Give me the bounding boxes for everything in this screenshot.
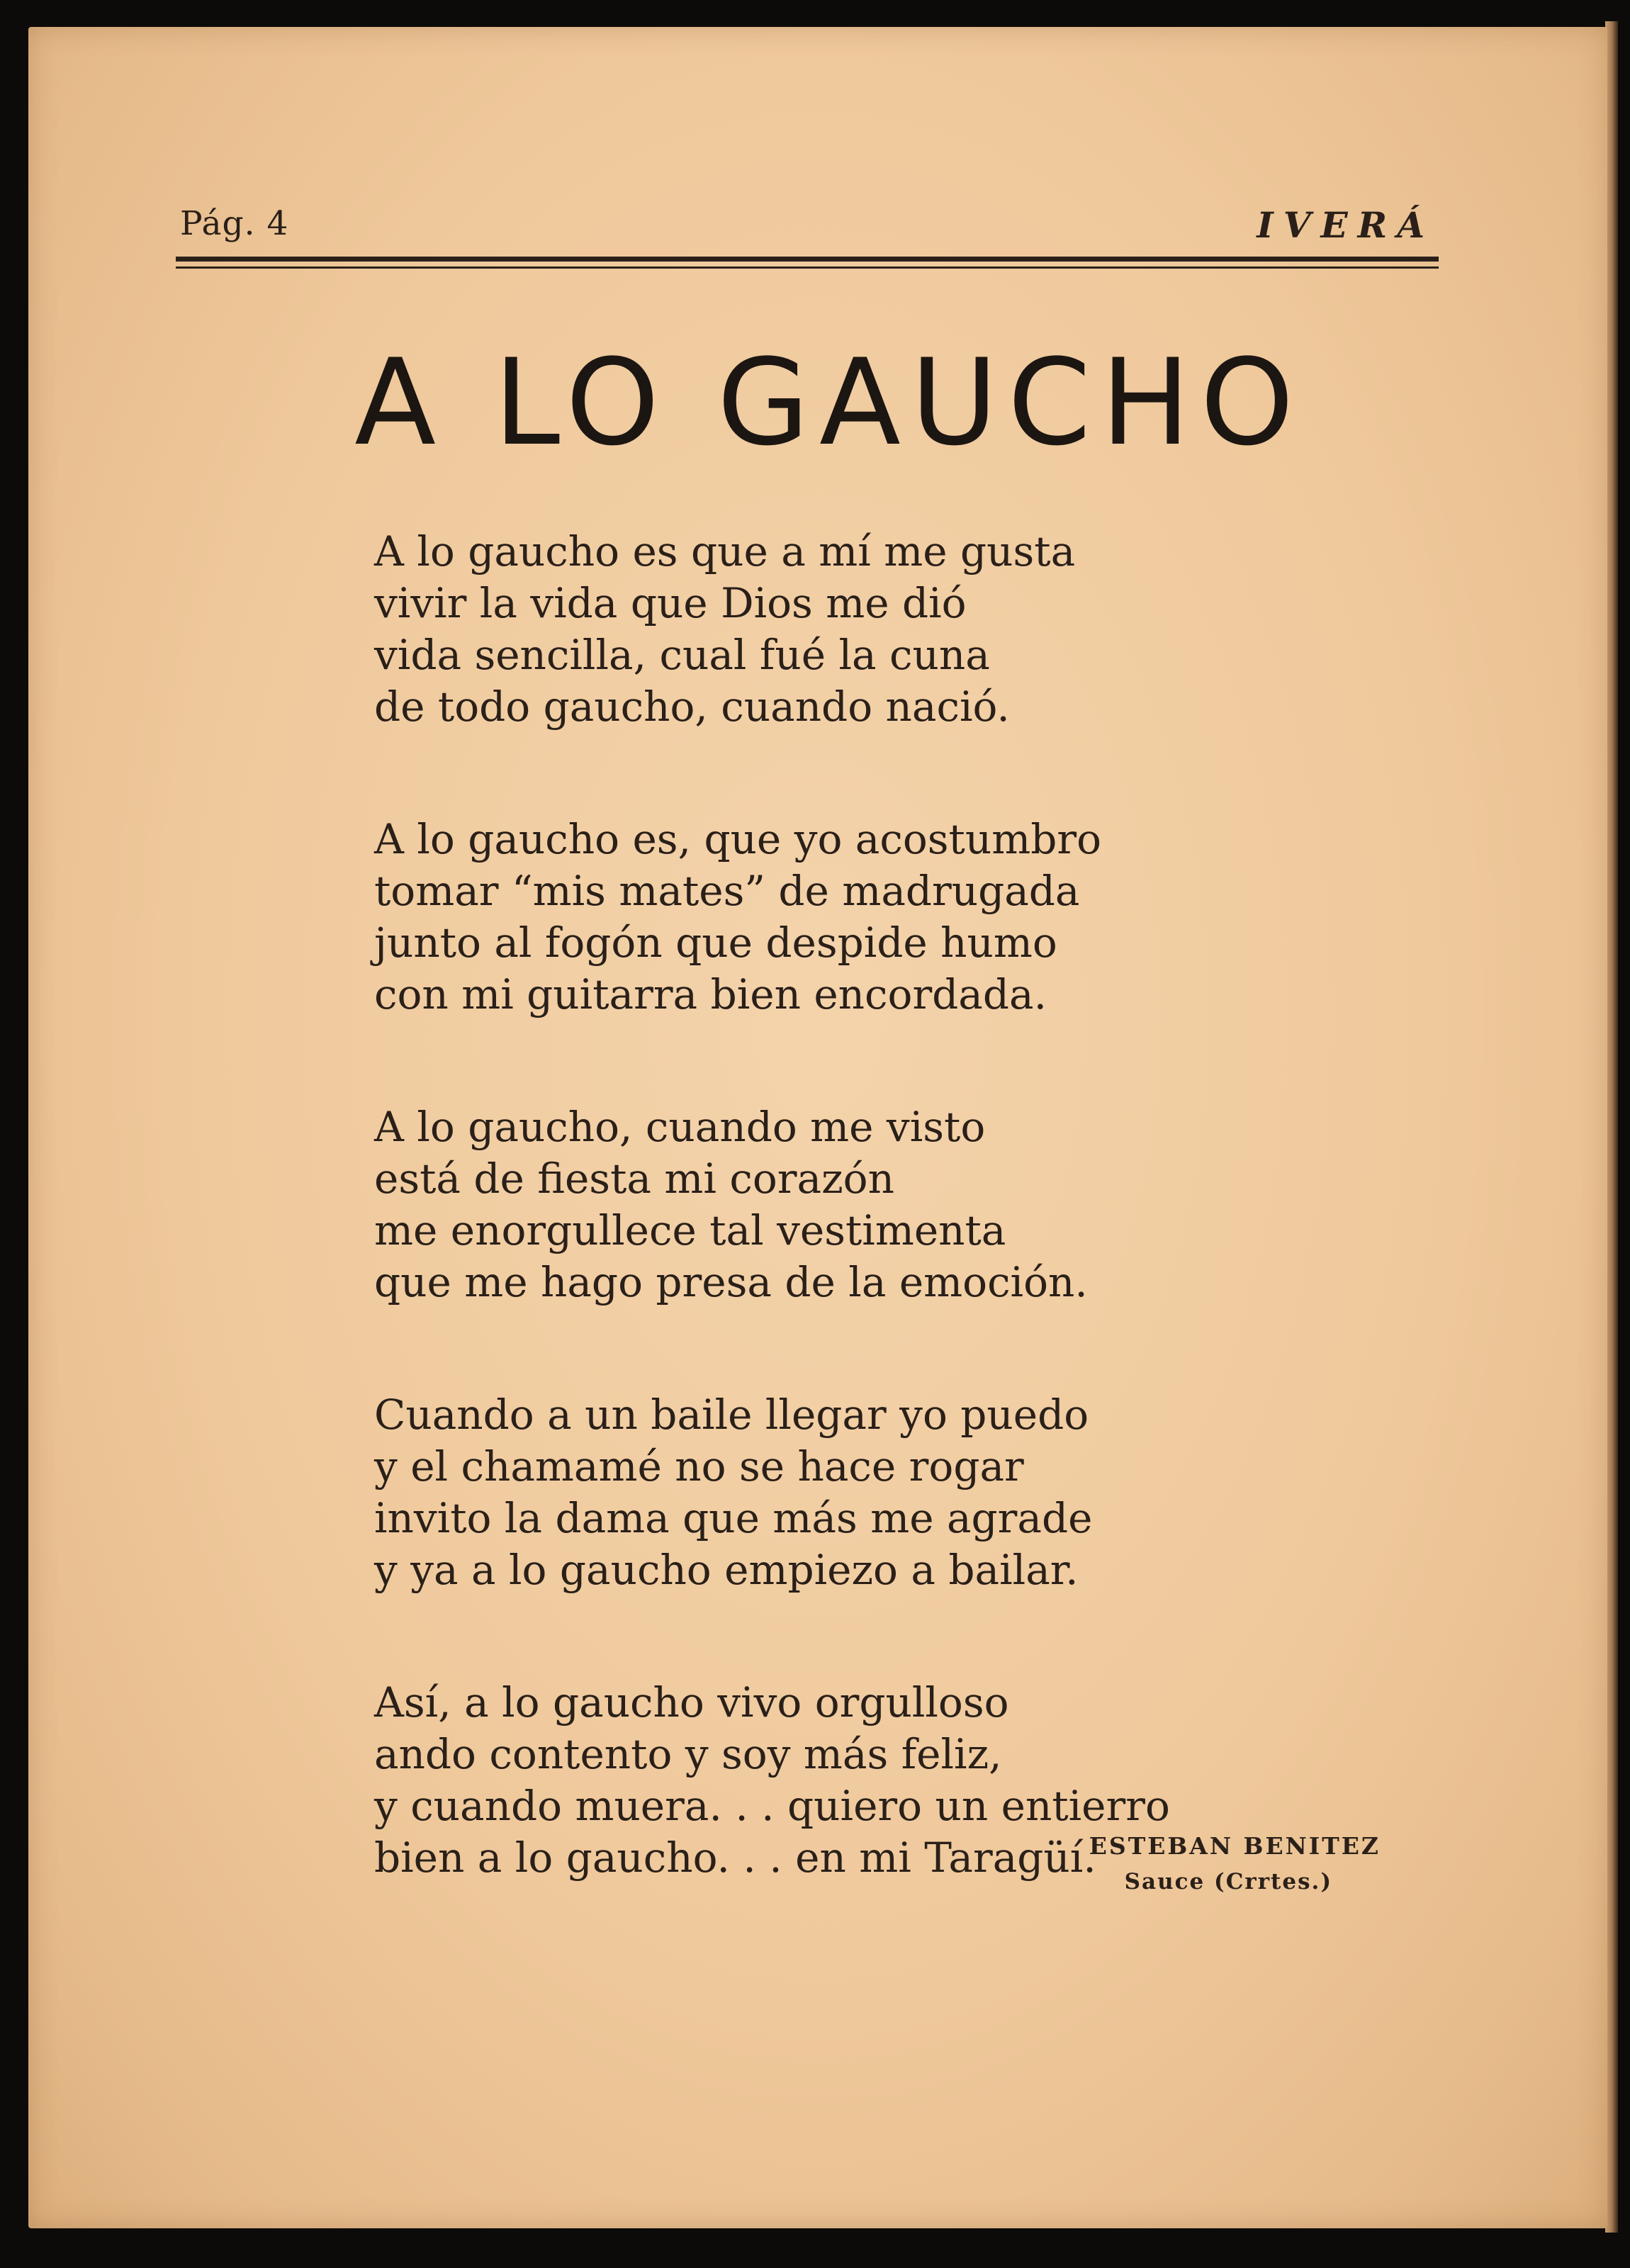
stanza bbox=[374, 814, 1366, 1021]
verse-line: me enorgullece tal vestimenta bbox=[374, 1206, 1006, 1254]
verse-line: tomar “mis mates” de madrugada bbox=[374, 867, 1080, 915]
verse-line: A lo gaucho, cuando me visto bbox=[374, 1103, 986, 1151]
verse-line: vida sencilla, cual fué la cuna bbox=[374, 631, 990, 679]
running-head bbox=[176, 204, 1439, 247]
verse-line: invito la dama que más me agrade bbox=[374, 1494, 1093, 1542]
verse-line: vivir la vida que Dios me dió bbox=[374, 579, 967, 627]
signature-block bbox=[1089, 1829, 1381, 1899]
verse-line: y cuando muera. . . quiero un entierro bbox=[374, 1782, 1170, 1830]
verse-line: que me hago presa de la emoción. bbox=[374, 1258, 1088, 1306]
stanza bbox=[374, 1389, 1366, 1596]
page-number: Pág. 4 bbox=[180, 204, 289, 243]
verse-line: y el chamamé no se hace rogar bbox=[374, 1442, 1024, 1491]
poem-title: A LO GAUCHO bbox=[354, 333, 1304, 472]
verse-line: A lo gaucho es que a mí me gusta bbox=[374, 527, 1076, 576]
author-name: ESTEBAN BENITEZ bbox=[1089, 1832, 1381, 1860]
verse-line: con mi guitarra bien encordada. bbox=[374, 970, 1047, 1018]
header-rule-thin bbox=[176, 266, 1439, 269]
verse-line: de todo gaucho, cuando nació. bbox=[374, 683, 1010, 731]
verse-line: A lo gaucho es, que yo acostumbro bbox=[374, 815, 1101, 863]
verse-line: Así, a lo gaucho vivo orgulloso bbox=[374, 1678, 1009, 1727]
verse-line: ando contento y soy más feliz, bbox=[374, 1730, 1002, 1778]
verse-line: junto al fogón que despide humo bbox=[374, 919, 1057, 967]
stanza bbox=[374, 1101, 1366, 1308]
verse-line: bien a lo gaucho. . . en mi Taragüí. bbox=[374, 1834, 1096, 1882]
verse-line: está de fiesta mi corazón bbox=[374, 1155, 894, 1203]
poem-body bbox=[374, 526, 1366, 1965]
publication-name: IVERÁ bbox=[1257, 204, 1434, 246]
stanza bbox=[374, 526, 1366, 733]
verse-line: Cuando a un baile llegar yo puedo bbox=[374, 1391, 1089, 1439]
verse-line: y ya a lo gaucho empiezo a bailar. bbox=[374, 1546, 1079, 1594]
header-rule bbox=[176, 257, 1439, 262]
author-location: Sauce (Crrtes.) bbox=[1124, 1869, 1332, 1894]
